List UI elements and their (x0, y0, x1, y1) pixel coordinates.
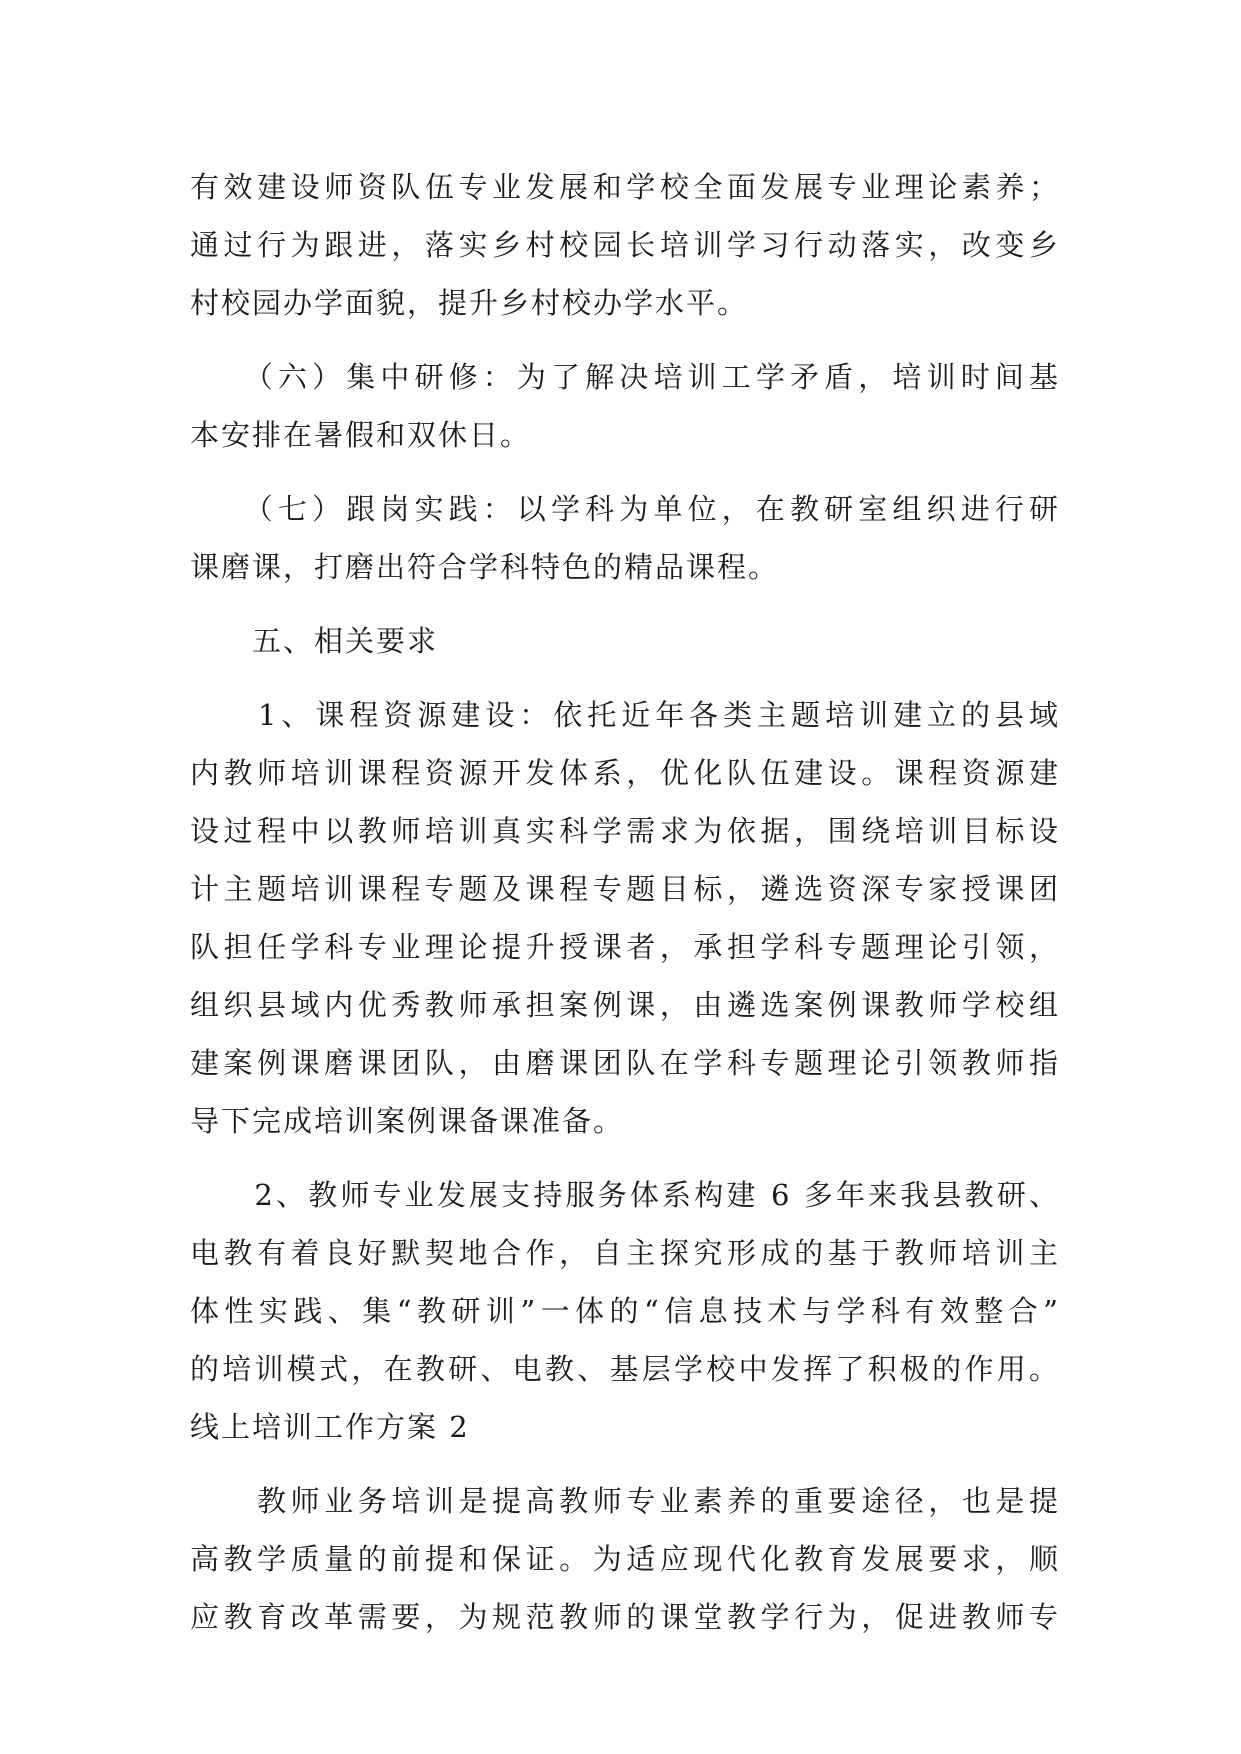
text-line: 本安排在暑假和双休日。 (190, 418, 532, 452)
text-line: 内教师培训课程资源开发体系，优化队伍建设。课程资源建 (190, 756, 1060, 790)
text-line: 1、课程资源建设：依托近年各类主题培训建立的县域 (190, 698, 1060, 732)
text-line: （六）集中研修：为了解决培训工学矛盾，培训时间基 (190, 360, 1060, 394)
paragraph-plan-2-intro (190, 1472, 1060, 1646)
text-line: 应教育改革需要，为规范教师的课堂教学行为，促进教师专 (190, 1600, 1060, 1634)
text-line: 电教有着良好默契地合作，自主探究形成的基于教师培训主 (190, 1236, 1060, 1270)
paragraph-intro-continued (190, 158, 1060, 332)
text-line: 2、教师专业发展支持服务体系构建 6 多年来我县教研、 (190, 1178, 1060, 1212)
text-line: 高教学质量的前提和保证。为适应现代化教育发展要求，顺 (190, 1542, 1060, 1576)
text-line: 课磨课，打磨出符合学科特色的精品课程。 (190, 550, 780, 584)
paragraph-requirement-2 (190, 1166, 1060, 1456)
text-line: 计主题培训课程专题及课程专题目标，遴选资深专家授课团 (190, 872, 1060, 906)
text-line: 村校园办学面貌，提升乡村校办学水平。 (190, 286, 749, 320)
text-line: 导下完成培训案例课备课准备。 (190, 1104, 625, 1138)
text-line: 教师业务培训是提高教师专业素养的重要途径，也是提 (190, 1484, 1060, 1518)
section-heading-requirements (190, 612, 1060, 670)
document-body (190, 158, 1060, 1646)
section-heading: 五、相关要求 (190, 624, 439, 658)
text-line: （七）跟岗实践：以学科为单位，在教研室组织进行研 (190, 492, 1060, 526)
text-line: 设过程中以教师培训真实科学需求为依据，围绕培训目标设 (190, 814, 1060, 848)
text-line: 队担任学科专业理论提升授课者，承担学科专题理论引领， (190, 930, 1060, 964)
document-subtitle: 线上培训工作方案 2 (190, 1410, 470, 1444)
text-line: 的培训模式，在教研、电教、基层学校中发挥了积极的作用。 (190, 1352, 1060, 1386)
text-line: 体性实践、集“教研训”一体的“信息技术与学科有效整合” (190, 1294, 1060, 1328)
text-line: 建案例课磨课团队，由磨课团队在学科专题理论引领教师指 (190, 1046, 1060, 1080)
text-line: 组织县域内优秀教师承担案例课，由遴选案例课教师学校组 (190, 988, 1060, 1022)
paragraph-item-six (190, 348, 1060, 464)
paragraph-requirement-1 (190, 686, 1060, 1150)
paragraph-item-seven (190, 480, 1060, 596)
text-line: 有效建设师资队伍专业发展和学校全面发展专业理论素养； (190, 170, 1060, 204)
text-line: 通过行为跟进，落实乡村校园长培训学习行动落实，改变乡 (190, 228, 1060, 262)
